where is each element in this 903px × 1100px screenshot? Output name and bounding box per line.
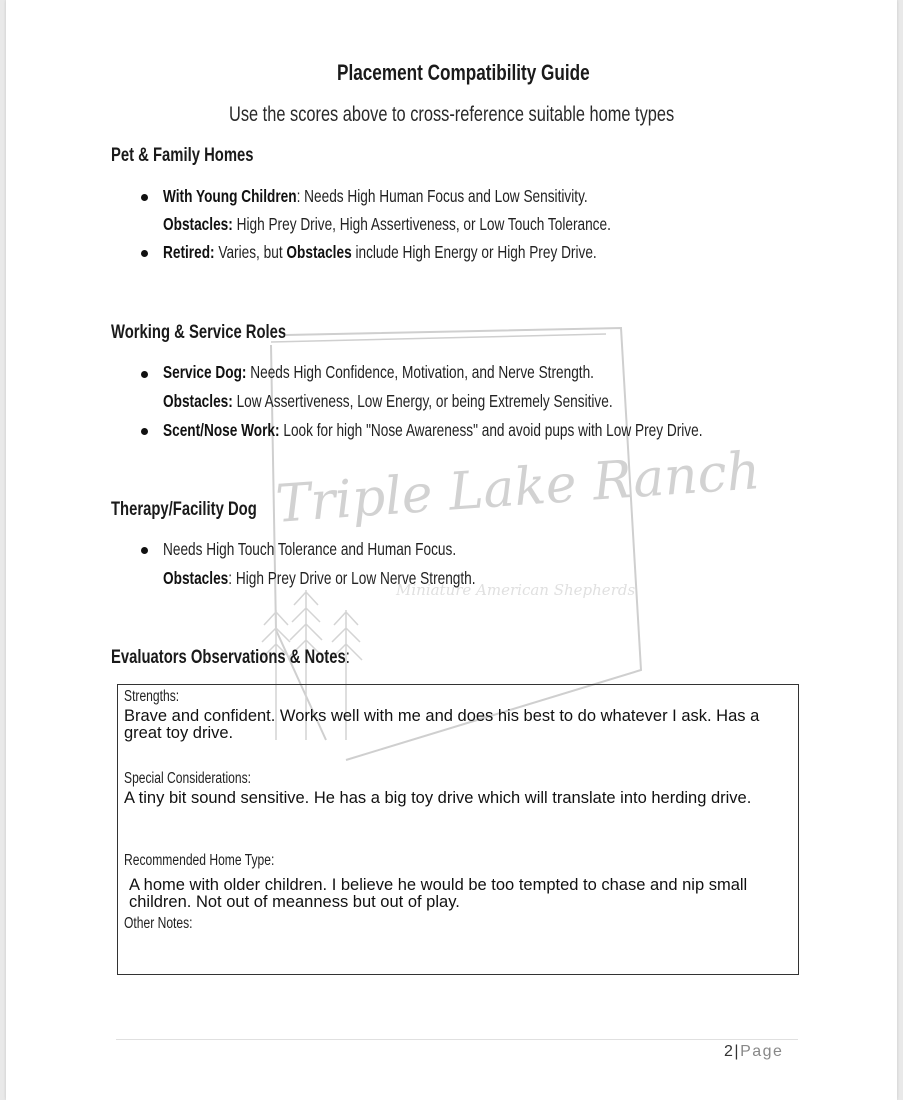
document-page (6, 0, 897, 1100)
retired-label: Retired: (163, 242, 215, 262)
therapy-obstacles-text: : High Prey Drive or Low Nerve Strength. (228, 568, 476, 588)
service-dog-obstacles-line (163, 391, 613, 412)
section-heading-therapy: Therapy/Facility Dog (111, 499, 257, 520)
other-notes-value[interactable] (124, 937, 792, 969)
watermark-subtext: Miniature American Shepherds (396, 581, 636, 599)
service-dog-label: Service Dog: (163, 362, 247, 382)
footer-rule (116, 1039, 798, 1040)
bullet-therapy (141, 547, 148, 554)
retired-text-before: Varies, but (214, 242, 287, 262)
bullet-young-children (141, 194, 148, 201)
page-number: 2 (724, 1043, 735, 1060)
page-footer (724, 1043, 783, 1061)
recommended-home-label: Recommended Home Type: (124, 852, 275, 869)
page-separator: | (734, 1043, 741, 1060)
strengths-value[interactable]: Brave and confident. Works well with me and does his best to do whatever I ask. Has a great toy drive. (124, 707, 760, 742)
page-subtitle: Use the scores above to cross-reference suitable home types (229, 103, 675, 126)
young-children-line (163, 186, 588, 207)
retired-text-after: include High Energy or High Prey Drive. (351, 242, 597, 262)
special-considerations-value[interactable]: A tiny bit sound sensitive. He has a big toy drive which will translate into herding drive. (124, 789, 752, 807)
section-heading-notes (111, 647, 350, 669)
scent-work-text: Look for high "Nose Awareness" and avoid pups with Low Prey Drive. (279, 420, 703, 440)
special-considerations-label: Special Considerations: (124, 770, 252, 787)
retired-line (163, 242, 597, 263)
page-word: Page (740, 1043, 784, 1060)
young-children-obstacles-text: High Prey Drive, High Assertiveness, or Low Touch Tolerance. (232, 214, 611, 234)
bullet-service-dog (141, 371, 148, 378)
service-dog-text: Needs High Confidence, Motivation, and Nerve Strength. (246, 362, 594, 382)
section-heading-pet-family: Pet & Family Homes (111, 145, 254, 166)
watermark-text: Triple Lake Ranch (273, 441, 763, 535)
recommended-home-value[interactable]: A home with older children. I believe he would be too tempted to chase and nip small children. Not out of meanness but out of play. (129, 876, 748, 911)
notes-heading-colon: : (345, 647, 350, 668)
service-dog-line (163, 362, 594, 383)
other-notes-label: Other Notes: (124, 915, 193, 932)
service-dog-obstacles-text: Low Assertiveness, Low Energy, or being Extremely Sensitive. (232, 391, 613, 411)
therapy-needs-line: Needs High Touch Tolerance and Human Focus. (163, 539, 457, 559)
young-children-obstacles-line (163, 214, 611, 235)
section-heading-working: Working & Service Roles (111, 322, 287, 343)
bullet-scent-work (141, 428, 148, 435)
strengths-label: Strengths: (124, 688, 180, 705)
scent-work-line (163, 420, 703, 441)
therapy-obstacles-line (163, 568, 476, 589)
young-children-text: : Needs High Human Focus and Low Sensitivity. (296, 186, 588, 206)
scent-work-label: Scent/Nose Work: (163, 420, 280, 440)
service-dog-obstacles-label: Obstacles: (163, 391, 233, 411)
retired-obstacles-label: Obstacles (286, 242, 352, 262)
bullet-retired (141, 250, 148, 257)
notes-heading-text: Evaluators Observations & Notes (111, 647, 346, 668)
young-children-label: With Young Children (163, 186, 297, 206)
therapy-obstacles-label: Obstacles (163, 568, 229, 588)
young-children-obstacles-label: Obstacles: (163, 214, 233, 234)
page-title: Placement Compatibility Guide (337, 60, 590, 85)
notes-box (117, 684, 799, 975)
